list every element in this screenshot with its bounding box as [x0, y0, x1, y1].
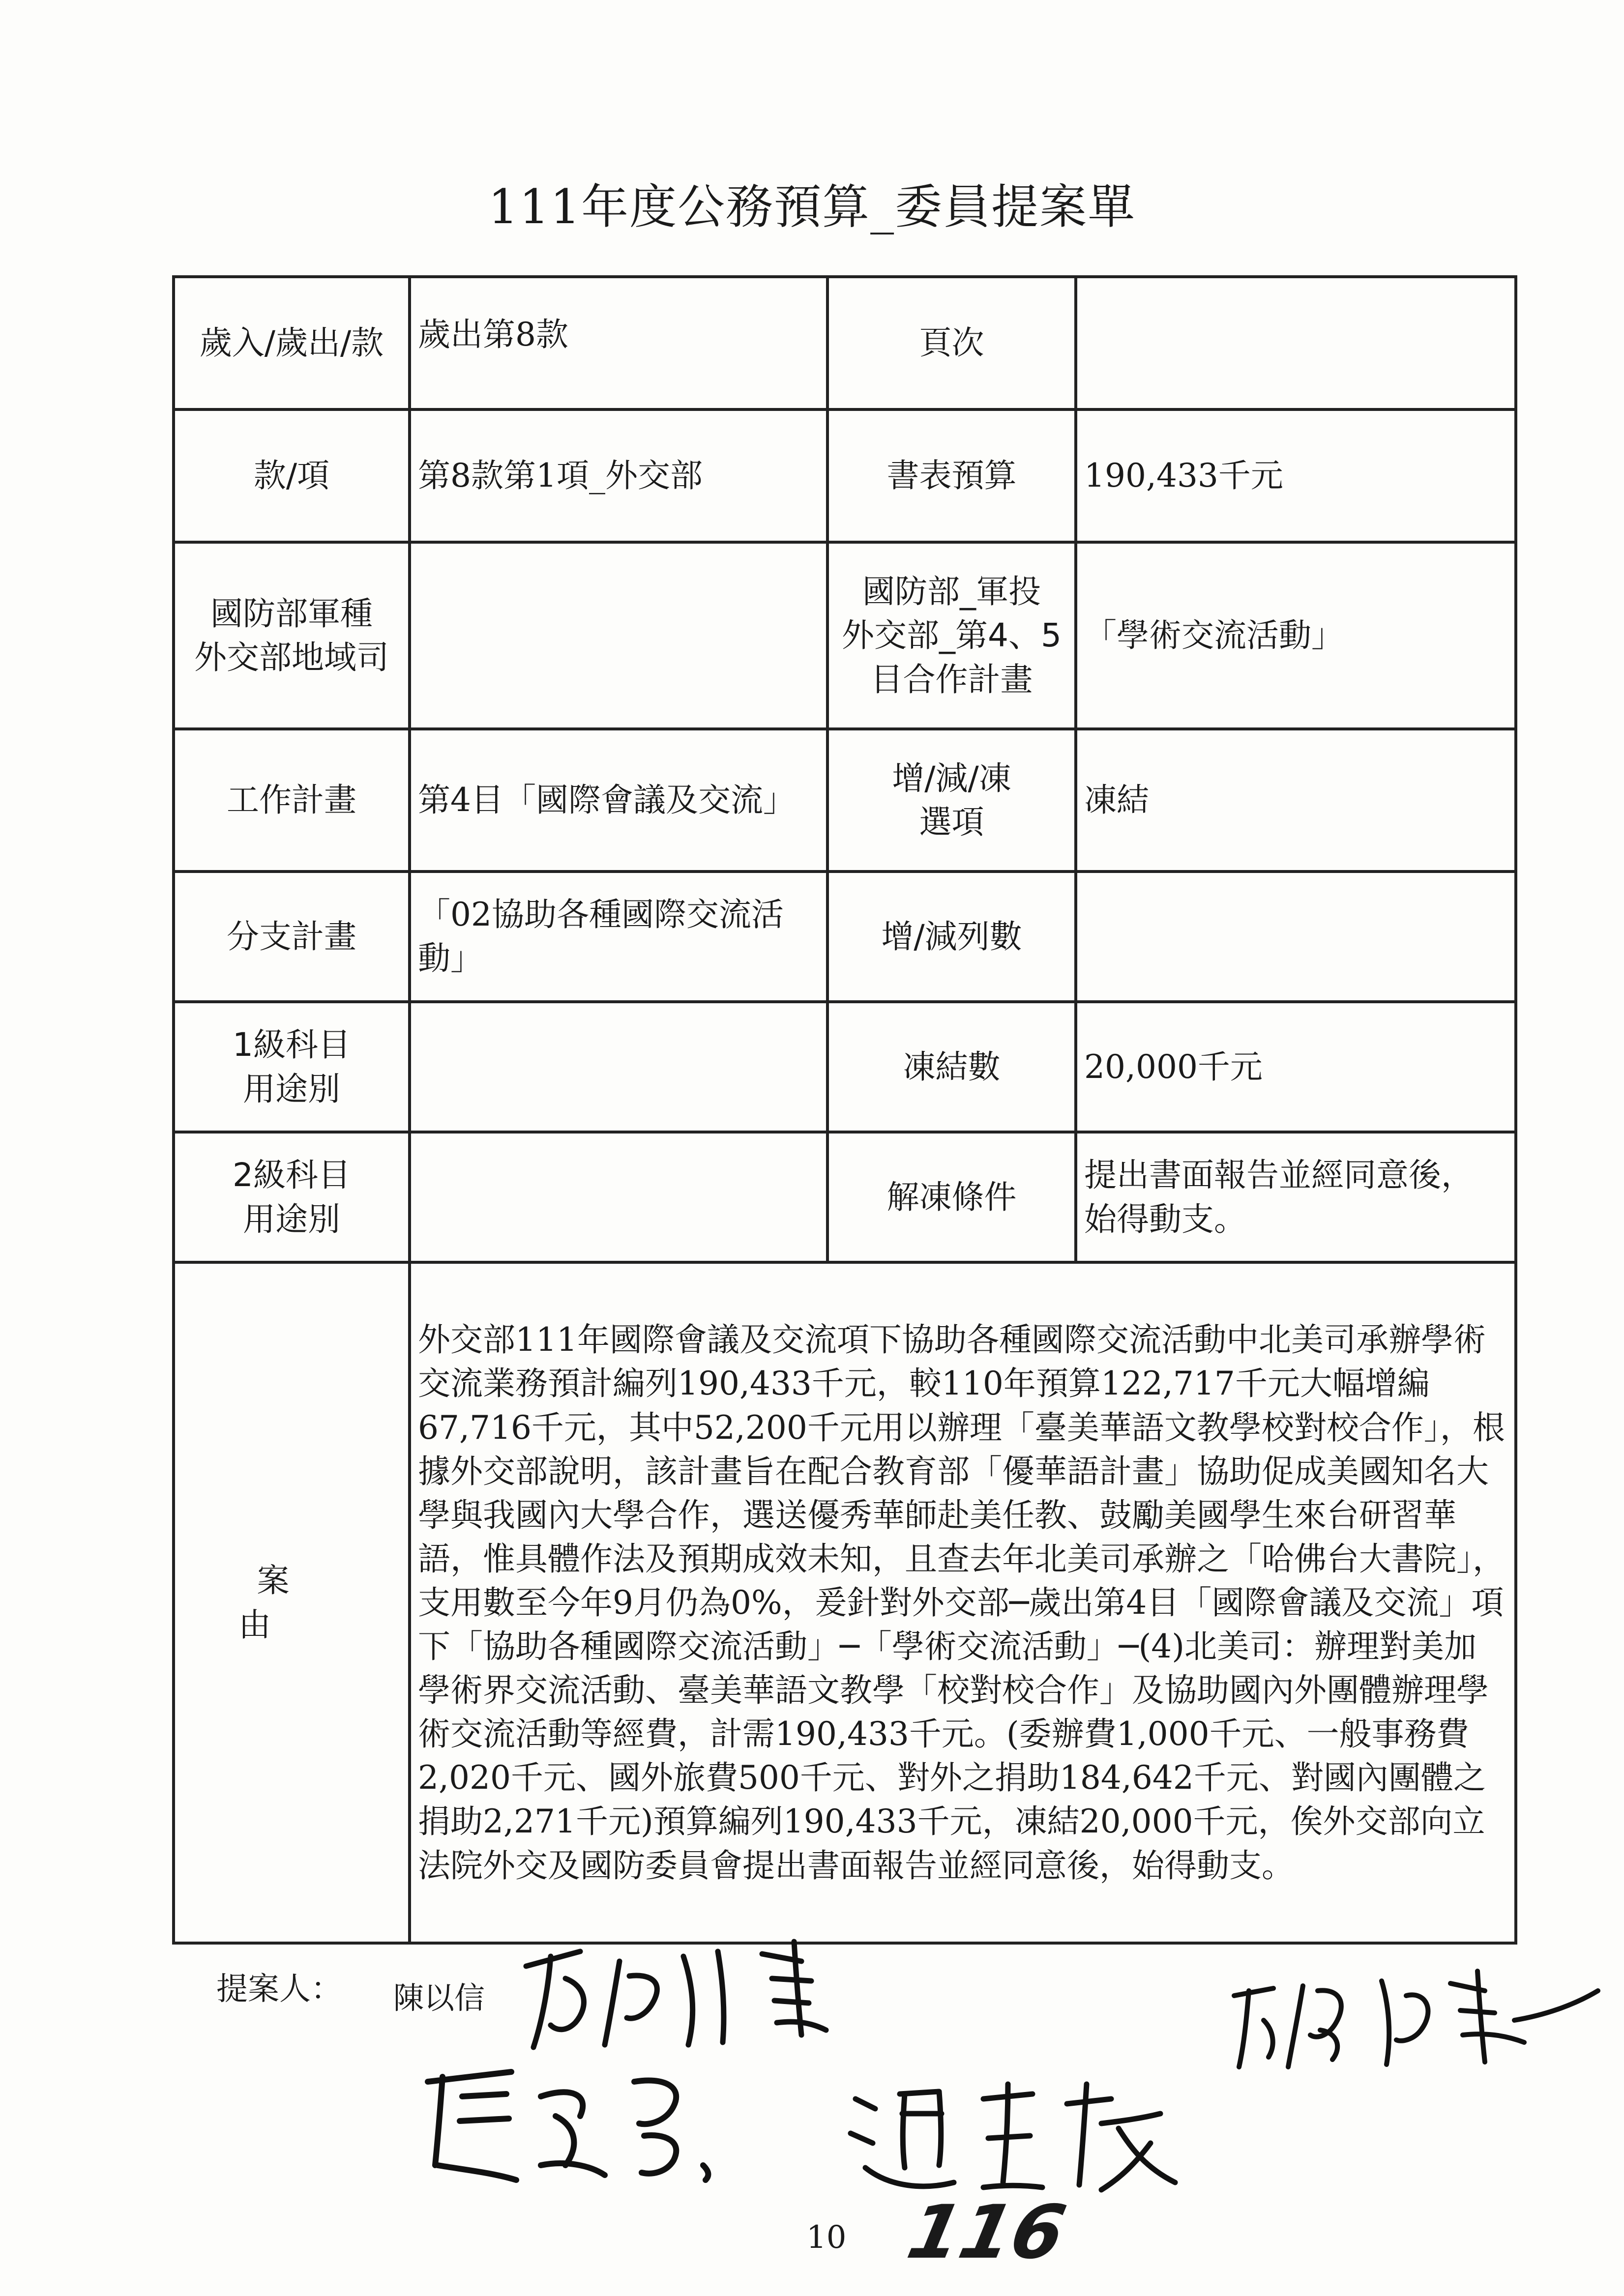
- table-row: [174, 1262, 1516, 1943]
- level1-account-label: 1級科目 用途別: [174, 1002, 410, 1132]
- level1-account-value: [410, 1002, 827, 1132]
- freeze-amount-value: 20,000千元: [1076, 1002, 1516, 1132]
- adjust-amount-label: 增/減列數: [827, 872, 1076, 1002]
- adjust-option-value: 凍結: [1076, 729, 1516, 872]
- table-row: [174, 1002, 1516, 1132]
- unfreeze-condition-label: 解凍條件: [827, 1132, 1076, 1262]
- table-row: [174, 1132, 1516, 1262]
- page-number: 10: [806, 2219, 847, 2256]
- signature-4: [836, 2064, 1200, 2207]
- agency-label: 國防部軍種 外交部地域司: [174, 542, 410, 729]
- signature-1: [506, 1932, 860, 2060]
- printed-budget-value: 190,433千元: [1076, 409, 1516, 542]
- table-row: [174, 729, 1516, 872]
- printed-budget-label: 書表預算: [827, 409, 1076, 542]
- adjust-amount-value: [1076, 872, 1516, 1002]
- work-plan-label: 工作計畫: [174, 729, 410, 872]
- proposal-form-table: [172, 275, 1517, 1945]
- page-ref-label: 頁次: [827, 277, 1076, 409]
- cooperation-plan-label: 國防部_軍投 外交部_第4、5 目合作計畫: [827, 542, 1076, 729]
- table-row: [174, 872, 1516, 1002]
- proposer-label: 提案人：: [216, 1971, 342, 2007]
- reason-label: 案由: [174, 1262, 410, 1943]
- level2-account-value: [410, 1132, 827, 1262]
- cooperation-plan-value: 「學術交流活動」: [1076, 542, 1516, 729]
- budget-type-label: 歲入/歲出/款: [174, 277, 410, 409]
- handwritten-page-number: 116: [900, 2190, 1073, 2275]
- branch-plan-label: 分支計畫: [174, 872, 410, 1002]
- table-row: [174, 409, 1516, 542]
- signature-2: [1219, 1961, 1608, 2084]
- unfreeze-condition-value: 提出書面報告並經同意後， 始得動支。: [1076, 1132, 1516, 1262]
- signature-3: [408, 2052, 801, 2209]
- table-row: [174, 542, 1516, 729]
- adjust-option-label: 增/減/凍 選項: [827, 729, 1076, 872]
- page-ref-value: [1076, 277, 1516, 409]
- freeze-amount-label: 凍結數: [827, 1002, 1076, 1132]
- proposer-name: 陳以信: [393, 1980, 485, 2016]
- section-label: 款/項: [174, 409, 410, 542]
- agency-value: [410, 542, 827, 729]
- branch-plan-value: 「02協助各種國際交流活 動」: [410, 872, 827, 1002]
- reason-text: 外交部111年國際會議及交流項下協助各種國際交流活動中北美司承辦學術交流業務預計編列190,433千元，較110年預算122,717千元大幅增編67,716千元，其中52,200千元用以辦理「臺美華語文教學校對校合作」，根據外交部說明，該計畫旨在配合教育部「優華語計畫」協助促成美國知名大學與我國內大學合作，選送優秀華師赴美任教、鼓勵美國學生來台研習華語，惟具體作法及預期成效未知，且查去年北美司承辦之「哈佛台大書院」，支用數至今年9月仍為0%，爰針對外交部─歲出第4目「國際會議及交流」項下「協助各種國際交流活動」─「學術交流活動」─(4)北美司：辦理對美加學術界交流活動、臺美華語文教學「校對校合作」及協助國內外團體辦理學術交流活動等經費，計需190,433千元。(委辦費1,000千元、一般事務費2,020千元、國外旅費500千元、對外之捐助184,642千元、對國內團體之捐助2,271千元)預算編列190,433千元，凍結20,000千元，俟外交部向立法院外交及國防委員會提出書面報告並經同意後，始得動支。: [410, 1262, 1516, 1943]
- work-plan-value: 第4目「國際會議及交流」: [410, 729, 827, 872]
- budget-type-value: 歲出第8款: [410, 277, 827, 409]
- level2-account-label: 2級科目 用途別: [174, 1132, 410, 1262]
- table-row: [174, 277, 1516, 409]
- section-value: 第8款第1項_外交部: [410, 409, 827, 542]
- page-title: 111年度公務預算_委員提案單: [488, 179, 1136, 234]
